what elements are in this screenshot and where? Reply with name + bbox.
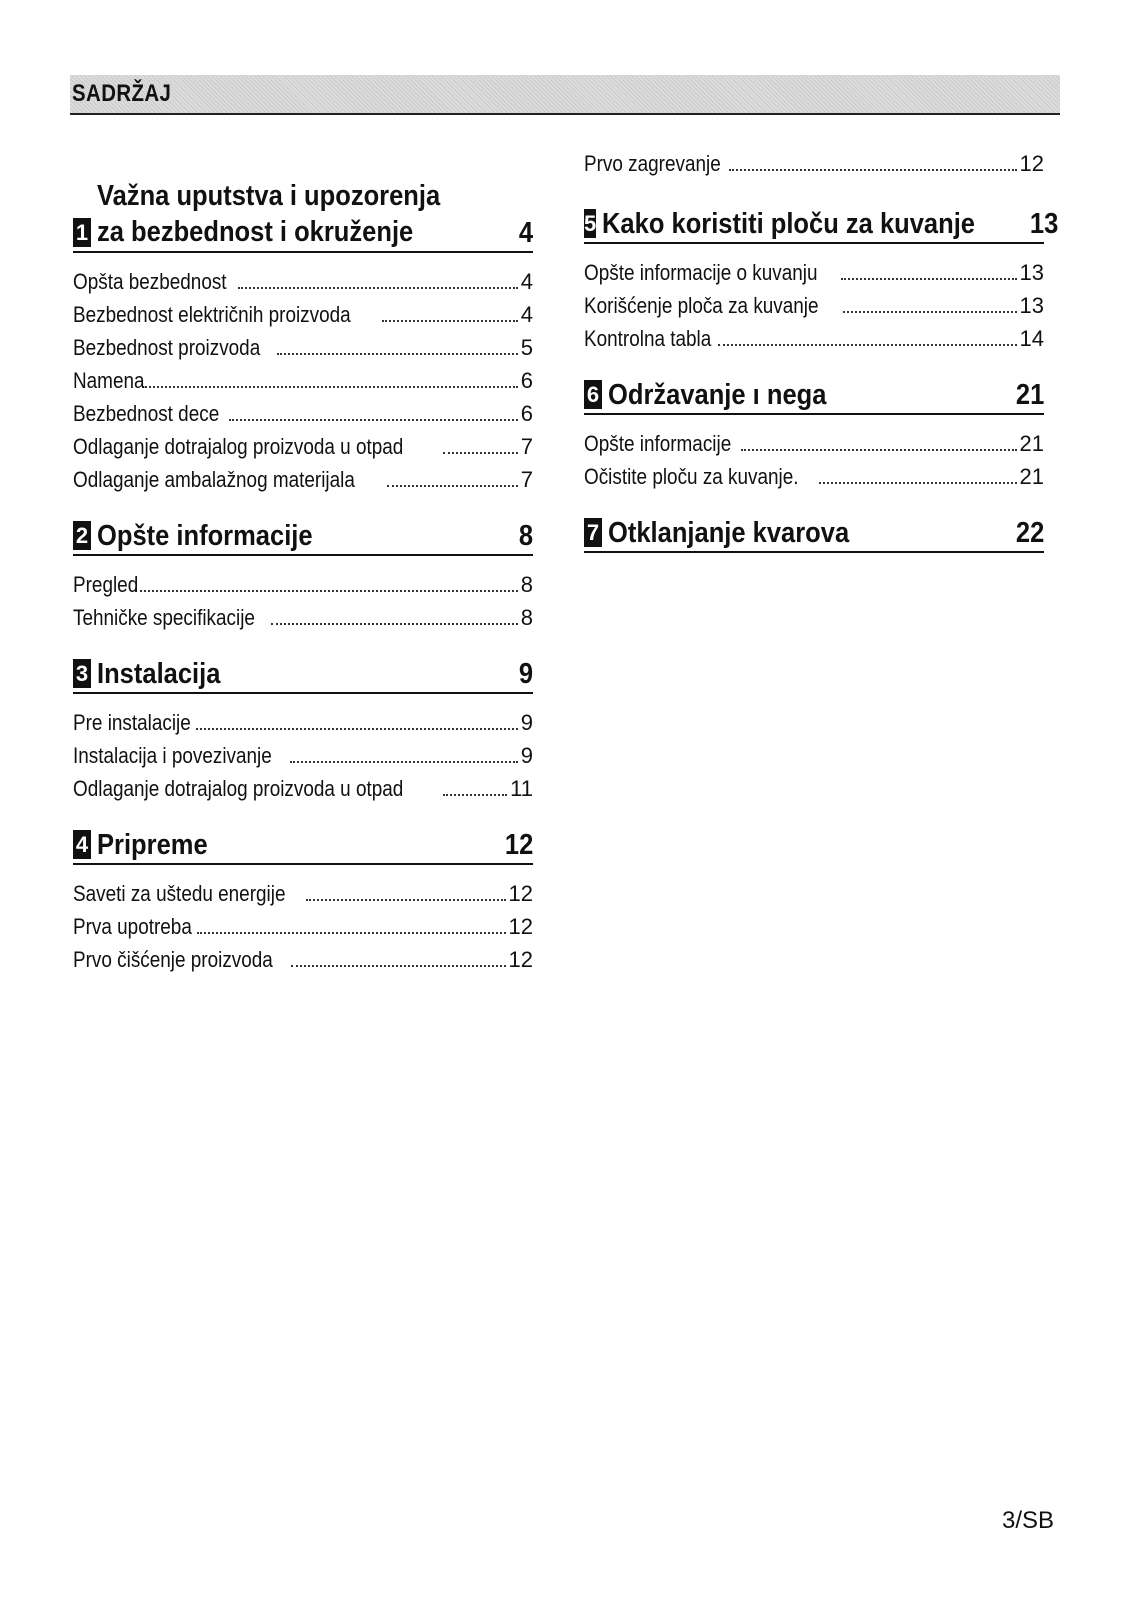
toc-entry-label: Očistite ploču za kuvanje. — [584, 464, 799, 489]
leader-dots — [843, 311, 1017, 313]
toc-entry-label: Pregled — [73, 572, 139, 597]
toc-entry-page: 14 — [1019, 326, 1044, 351]
section-number: 1 — [73, 218, 91, 247]
leader-dots — [271, 623, 518, 625]
leader-dots — [196, 728, 518, 730]
toc-entry-page: 11 — [510, 776, 533, 801]
toc-entry-page: 7 — [520, 467, 533, 492]
toc-entry[interactable] — [584, 289, 1044, 322]
section-number: 7 — [584, 518, 602, 547]
toc-entry[interactable] — [584, 322, 1044, 355]
toc-entry-label: Tehničke specifikacije — [73, 605, 255, 630]
contents-header-band — [70, 75, 1060, 115]
toc-entry[interactable] — [73, 943, 533, 976]
toc-entry-page: 21 — [1019, 431, 1044, 456]
toc-right-column — [584, 147, 1059, 577]
section-page: 9 — [518, 658, 533, 690]
toc-entry-page: 4 — [520, 269, 533, 294]
section-title: Instalacija — [97, 658, 221, 690]
toc-entry-label: Korišćenje ploča za kuvanje — [584, 293, 819, 318]
section-heading[interactable] — [584, 517, 1044, 553]
toc-entry-label: Instalacija i povezivanje — [73, 743, 272, 768]
leader-dots — [229, 419, 518, 421]
section-page: 4 — [518, 217, 533, 249]
toc-section-2 — [73, 520, 533, 634]
toc-entry-label: Prvo čišćenje proizvoda — [73, 947, 273, 972]
toc-entry-label: Bezbednost električnih proizvoda — [73, 302, 351, 327]
toc-entry[interactable] — [73, 463, 533, 496]
leader-dots — [819, 482, 1016, 484]
toc-entry-label: Kontrolna tabla — [584, 326, 712, 351]
toc-entry-label: Prva upotreba — [73, 914, 192, 939]
toc-entry-label: Prvo zagrevanje — [584, 151, 721, 176]
toc-entry-label: Pre instalacije — [73, 710, 191, 735]
leader-dots — [729, 169, 1017, 171]
section-page: 12 — [504, 829, 533, 861]
section-number: 2 — [73, 521, 91, 550]
toc-entry[interactable] — [73, 364, 533, 397]
toc-entry-page: 12 — [508, 914, 533, 939]
section-title: Održavanje ı nega — [608, 379, 827, 411]
toc-entry-label: Saveti za uštedu energije — [73, 881, 286, 906]
section-page: 8 — [518, 520, 533, 552]
toc-entry-page: 12 — [508, 881, 533, 906]
section-title: Kako koristiti ploču za kuvanje — [602, 208, 976, 240]
section-page: 13 — [1029, 208, 1059, 240]
section-page: 21 — [1015, 379, 1044, 411]
leader-dots — [841, 278, 1016, 280]
toc-entry[interactable] — [73, 430, 533, 463]
toc-entry-page: 6 — [520, 368, 533, 393]
leader-dots — [443, 794, 507, 796]
toc-right-sections — [584, 208, 1059, 553]
contents-title: SADRŽAJ — [72, 80, 172, 107]
toc-entry-label: Bezbednost proizvoda — [73, 335, 261, 360]
toc-entry[interactable] — [73, 739, 533, 772]
toc-entry-page: 9 — [520, 710, 533, 735]
toc-entry-page: 8 — [520, 572, 533, 597]
section-heading[interactable] — [73, 178, 533, 253]
toc-section-3 — [73, 658, 533, 805]
toc-entry-page: 13 — [1019, 293, 1044, 318]
toc-entry-page: 6 — [520, 401, 533, 426]
page-number: 3/SB — [1001, 1507, 1054, 1534]
toc-entry-label: Odlaganje ambalažnog materijala — [73, 467, 355, 492]
toc-entry-label: Opšta bezbednost — [73, 269, 227, 294]
leader-dots — [238, 287, 518, 289]
toc-entry[interactable] — [73, 706, 533, 739]
leader-dots — [291, 965, 505, 967]
toc-entry-page: 9 — [520, 743, 533, 768]
section-heading[interactable] — [584, 379, 1044, 415]
toc-entry-page: 21 — [1019, 464, 1044, 489]
toc-entry-page: 13 — [1019, 260, 1044, 285]
section-number: 6 — [584, 380, 602, 409]
section-heading[interactable] — [73, 658, 533, 694]
toc-entry-label: Bezbednost dece — [73, 401, 220, 426]
toc-entry[interactable] — [584, 427, 1044, 460]
toc-entry-label: Odlaganje dotrajalog proizvoda u otpad — [73, 776, 404, 801]
toc-entry-page: 4 — [520, 302, 533, 327]
section-heading[interactable] — [73, 520, 533, 556]
toc-entry[interactable] — [73, 397, 533, 430]
section-title: Važna uputstva i upozorenja za bezbednost i okruženje — [97, 180, 441, 248]
leader-dots — [306, 899, 505, 901]
toc-entry[interactable] — [584, 256, 1044, 289]
leader-dots — [443, 452, 518, 454]
toc-section-5 — [584, 208, 1059, 355]
leader-dots — [382, 320, 518, 322]
section-title: Opšte informacije — [97, 520, 313, 552]
toc-section-1 — [73, 178, 533, 496]
section-title: Otklanjanje kvarova — [608, 517, 850, 549]
toc-entry[interactable] — [73, 877, 533, 910]
section-title: Pripreme — [97, 829, 208, 861]
toc-section-6 — [584, 379, 1044, 493]
leader-dots — [197, 932, 505, 934]
toc-entry-page: 12 — [508, 947, 533, 972]
toc-entry[interactable] — [584, 147, 1044, 180]
toc-section-4 — [73, 829, 533, 976]
toc-entry[interactable] — [73, 298, 533, 331]
toc-entry[interactable] — [73, 910, 533, 943]
toc-entry-label: Namena — [73, 368, 145, 393]
toc-entry-page: 12 — [1019, 151, 1044, 176]
toc-entry-page: 5 — [520, 335, 533, 360]
leader-dots — [387, 485, 518, 487]
toc-entry[interactable] — [73, 772, 533, 805]
section-number: 5 — [584, 211, 597, 236]
section-number: 3 — [73, 659, 91, 688]
toc-entry[interactable] — [73, 265, 533, 298]
leader-dots — [135, 590, 518, 592]
toc-left-column — [73, 178, 533, 1000]
toc-entry-page: 7 — [520, 434, 533, 459]
section-heading[interactable] — [584, 208, 1059, 244]
toc-entry[interactable] — [73, 568, 533, 601]
leader-dots — [142, 386, 518, 388]
toc-entry-page: 8 — [520, 605, 533, 630]
section-number: 4 — [73, 830, 91, 859]
toc-entry-label: Odlaganje dotrajalog proizvoda u otpad — [73, 434, 404, 459]
toc-entry-label: Opšte informacije o kuvanju — [584, 260, 818, 285]
section-heading[interactable] — [73, 829, 533, 865]
toc-section-7 — [584, 517, 1044, 553]
leader-dots — [718, 344, 1017, 346]
toc-entry-label: Opšte informacije — [584, 431, 732, 456]
leader-dots — [741, 449, 1016, 451]
toc-entry[interactable] — [73, 601, 533, 634]
toc-entry[interactable] — [584, 460, 1044, 493]
toc-entry[interactable] — [73, 331, 533, 364]
leader-dots — [290, 761, 518, 763]
section-page: 22 — [1015, 517, 1044, 549]
leader-dots — [277, 353, 518, 355]
